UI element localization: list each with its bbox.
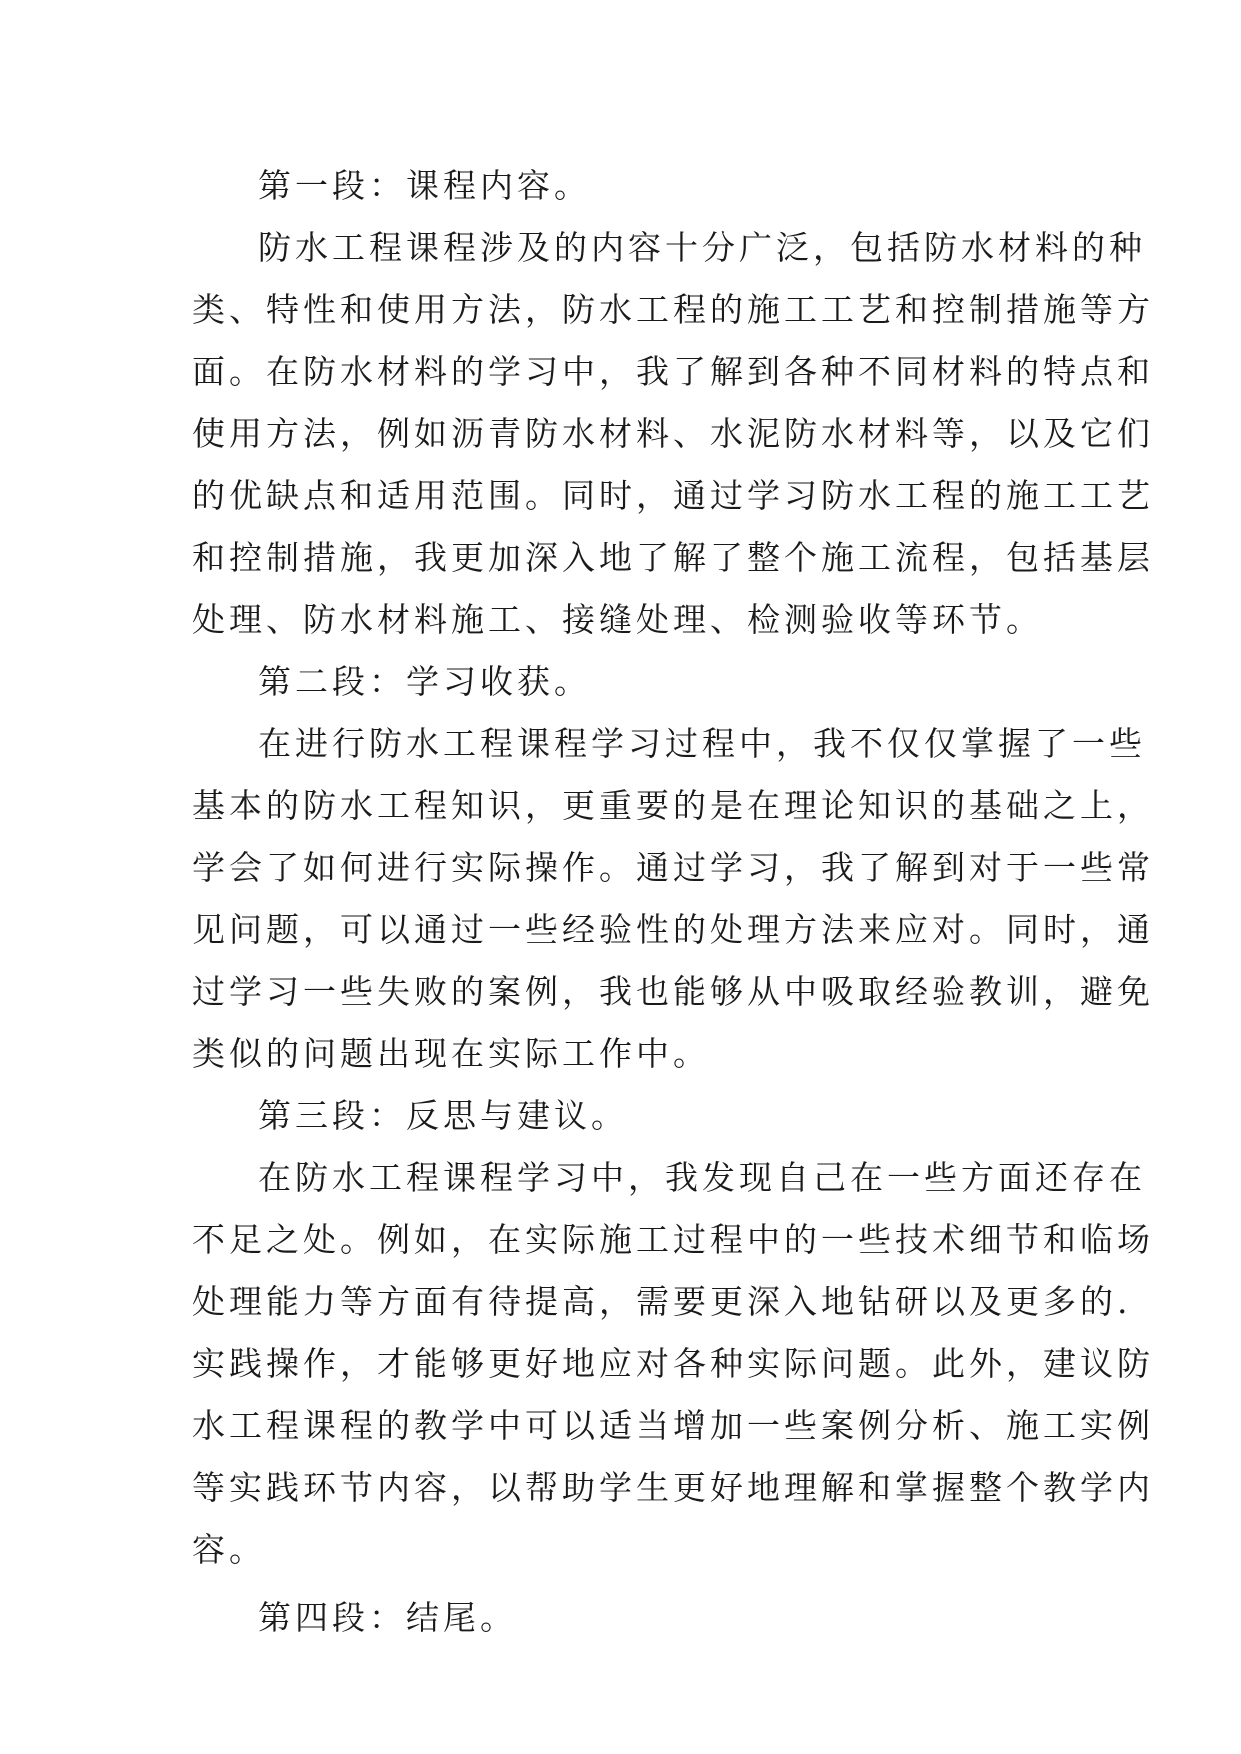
- paragraph-line: 学会了如何进行实际操作。通过学习，我了解到对于一些常: [192, 848, 1154, 887]
- paragraph-line: 和控制措施，我更加深入地了解了整个施工流程，包括基层: [192, 538, 1154, 577]
- paragraph-line: 使用方法，例如沥青防水材料、水泥防水材料等，以及它们: [192, 414, 1154, 453]
- section-heading: 第一段：课程内容。: [258, 166, 591, 205]
- paragraph-line: 容。: [192, 1530, 266, 1569]
- paragraph-line: 处理能力等方面有待提高，需要更深入地钻研以及更多的.: [192, 1282, 1132, 1321]
- paragraph-line: 防水工程课程涉及的内容十分广泛，包括防水材料的种: [258, 228, 1146, 267]
- section-paragraph: [192, 713, 1154, 1085]
- paragraph-line: 在进行防水工程课程学习过程中，我不仅仅掌握了一些: [258, 724, 1146, 763]
- paragraph-line: 类、特性和使用方法，防水工程的施工工艺和控制措施等方: [192, 290, 1154, 329]
- paragraph-line: 类似的问题出现在实际工作中。: [192, 1034, 710, 1073]
- paragraph-line: 不足之处。例如，在实际施工过程中的一些技术细节和临场: [192, 1220, 1154, 1259]
- paragraph-line: 等实践环节内容，以帮助学生更好地理解和掌握整个教学内: [192, 1468, 1154, 1507]
- section-heading: 第二段：学习收获。: [258, 662, 591, 701]
- document-body: [192, 155, 1154, 1649]
- section-heading: 第四段：结尾。: [258, 1598, 517, 1637]
- paragraph-line: 处理、防水材料施工、接缝处理、检测验收等环节。: [192, 600, 1043, 639]
- section-paragraph: [192, 1147, 1154, 1581]
- paragraph-line: 在防水工程课程学习中，我发现自己在一些方面还存在: [258, 1158, 1146, 1197]
- paragraph-line: 实践操作，才能够更好地应对各种实际问题。此外，建议防: [192, 1344, 1154, 1383]
- paragraph-line: 过学习一些失败的案例，我也能够从中吸取经验教训，避免: [192, 972, 1154, 1011]
- paragraph-line: 面。在防水材料的学习中，我了解到各种不同材料的特点和: [192, 352, 1154, 391]
- section-paragraph: [192, 217, 1154, 651]
- paragraph-line: 的优缺点和适用范围。同时，通过学习防水工程的施工工艺: [192, 476, 1154, 515]
- paragraph-line: 见问题，可以通过一些经验性的处理方法来应对。同时，通: [192, 910, 1154, 949]
- section-heading: 第三段：反思与建议。: [258, 1096, 628, 1135]
- paragraph-line: 水工程课程的教学中可以适当增加一些案例分析、施工实例: [192, 1406, 1154, 1445]
- paragraph-line: 基本的防水工程知识，更重要的是在理论知识的基础之上，: [192, 786, 1154, 825]
